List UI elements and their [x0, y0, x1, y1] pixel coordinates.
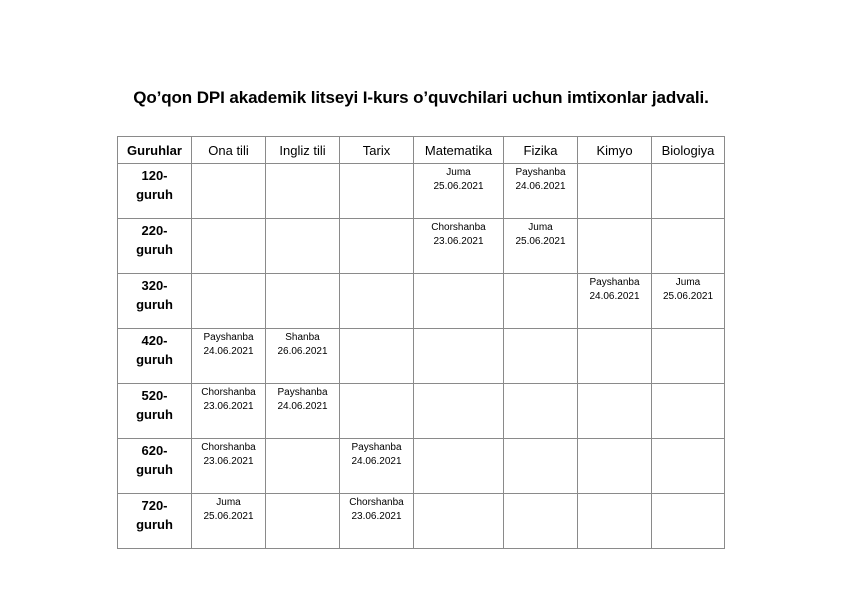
schedule-cell — [266, 274, 340, 329]
exam-day: Shanba — [285, 332, 320, 343]
schedule-cell — [414, 494, 504, 549]
header-cell-subject: Tarix — [340, 137, 414, 164]
schedule-cell — [192, 384, 266, 439]
exam-day: Chorshanba — [431, 222, 486, 233]
exam-day: Juma — [528, 222, 553, 233]
group-word: guruh — [136, 242, 173, 257]
schedule-cell — [266, 164, 340, 219]
header-cell-subject: Fizika — [504, 137, 578, 164]
exam-date: 24.06.2021 — [277, 401, 328, 412]
schedule-cell — [504, 329, 578, 384]
group-number: 720- — [141, 498, 168, 513]
schedule-cell — [266, 219, 340, 274]
table-row — [118, 274, 725, 329]
exam-day: Payshanba — [515, 167, 566, 178]
schedule-cell — [578, 329, 652, 384]
group-word: guruh — [136, 187, 173, 202]
schedule-cell — [266, 439, 340, 494]
group-word: guruh — [136, 517, 173, 532]
schedule-cell — [652, 219, 725, 274]
schedule-cell — [414, 219, 504, 274]
exam-schedule-table — [117, 136, 725, 549]
schedule-cell — [578, 219, 652, 274]
group-name-cell — [118, 384, 192, 439]
group-number: 120- — [141, 168, 168, 183]
table-row — [118, 494, 725, 549]
schedule-cell — [340, 439, 414, 494]
schedule-cell — [340, 384, 414, 439]
group-name-cell — [118, 274, 192, 329]
exam-date: 24.06.2021 — [515, 181, 566, 192]
schedule-cell — [266, 329, 340, 384]
schedule-cell — [414, 274, 504, 329]
schedule-cell — [340, 219, 414, 274]
exam-date: 25.06.2021 — [515, 236, 566, 247]
header-cell-subject: Matematika — [414, 137, 504, 164]
schedule-cell — [652, 494, 725, 549]
header-cell-subject: Ingliz tili — [266, 137, 340, 164]
group-name-cell — [118, 219, 192, 274]
schedule-cell — [652, 164, 725, 219]
group-name-cell — [118, 494, 192, 549]
schedule-cell — [266, 494, 340, 549]
exam-date: 23.06.2021 — [203, 456, 254, 467]
group-number: 520- — [141, 388, 168, 403]
schedule-cell — [414, 384, 504, 439]
table-row — [118, 439, 725, 494]
group-number: 620- — [141, 443, 168, 458]
group-word: guruh — [136, 352, 173, 367]
schedule-cell — [192, 439, 266, 494]
schedule-cell — [192, 219, 266, 274]
schedule-cell — [504, 164, 578, 219]
exam-day: Payshanba — [203, 332, 254, 343]
schedule-cell — [414, 329, 504, 384]
schedule-cell — [578, 384, 652, 439]
schedule-cell — [340, 329, 414, 384]
exam-day: Chorshanba — [349, 497, 404, 508]
exam-date: 24.06.2021 — [589, 291, 640, 302]
exam-day: Juma — [675, 277, 701, 288]
exam-day: Juma — [216, 497, 241, 508]
page-title: Qo’qon DPI akademik litseyi I-kurs o’quvchilari uchun imtixonlar jadvali. — [133, 88, 709, 107]
group-number: 220- — [141, 223, 168, 238]
exam-date: 23.06.2021 — [433, 236, 484, 247]
schedule-cell — [414, 439, 504, 494]
header-cell-subject: Ona tili — [192, 137, 266, 164]
schedule-cell — [578, 164, 652, 219]
schedule-cell — [414, 164, 504, 219]
exam-day: Juma — [446, 167, 471, 178]
table-row — [118, 329, 725, 384]
schedule-cell — [504, 384, 578, 439]
schedule-cell — [192, 164, 266, 219]
schedule-cell — [266, 384, 340, 439]
exam-day: Payshanba — [351, 442, 402, 453]
exam-date: 25.06.2021 — [433, 181, 484, 192]
header-cell-subject: Biologiya — [652, 137, 725, 164]
schedule-cell — [340, 274, 414, 329]
exam-date: 24.06.2021 — [203, 346, 254, 357]
group-word: guruh — [136, 407, 173, 422]
table-row — [118, 219, 725, 274]
header-cell-groups: Guruhlar — [118, 137, 192, 164]
schedule-cell — [192, 274, 266, 329]
schedule-cell — [652, 329, 725, 384]
exam-date: 25.06.2021 — [203, 511, 254, 522]
header-cell-subject: Kimyo — [578, 137, 652, 164]
group-name-cell — [118, 329, 192, 384]
header-row — [118, 137, 725, 164]
group-word: guruh — [136, 297, 173, 312]
schedule-cell — [578, 494, 652, 549]
group-number: 320- — [141, 278, 168, 293]
table-row — [118, 384, 725, 439]
exam-date: 23.06.2021 — [351, 511, 402, 522]
schedule-cell — [504, 439, 578, 494]
group-name-cell — [118, 164, 192, 219]
schedule-cell — [504, 494, 578, 549]
schedule-cell — [578, 274, 652, 329]
schedule-cell — [504, 274, 578, 329]
exam-date: 26.06.2021 — [277, 346, 328, 357]
exam-date: 24.06.2021 — [351, 456, 402, 467]
schedule-body — [118, 164, 725, 549]
exam-day: Payshanba — [277, 387, 328, 398]
schedule-cell — [340, 164, 414, 219]
schedule-cell — [652, 439, 725, 494]
table-row — [118, 164, 725, 219]
schedule-cell — [652, 384, 725, 439]
exam-day: Chorshanba — [201, 387, 256, 398]
schedule-cell — [192, 494, 266, 549]
group-name-cell — [118, 439, 192, 494]
exam-date: 25.06.2021 — [662, 291, 714, 302]
schedule-cell — [192, 329, 266, 384]
group-number: 420- — [141, 333, 168, 348]
schedule-cell — [340, 494, 414, 549]
group-word: guruh — [136, 462, 173, 477]
exam-day: Payshanba — [589, 277, 640, 288]
schedule-cell — [652, 274, 725, 329]
schedule-cell — [578, 439, 652, 494]
schedule-cell — [504, 219, 578, 274]
exam-day: Chorshanba — [201, 442, 256, 453]
exam-date: 23.06.2021 — [203, 401, 254, 412]
